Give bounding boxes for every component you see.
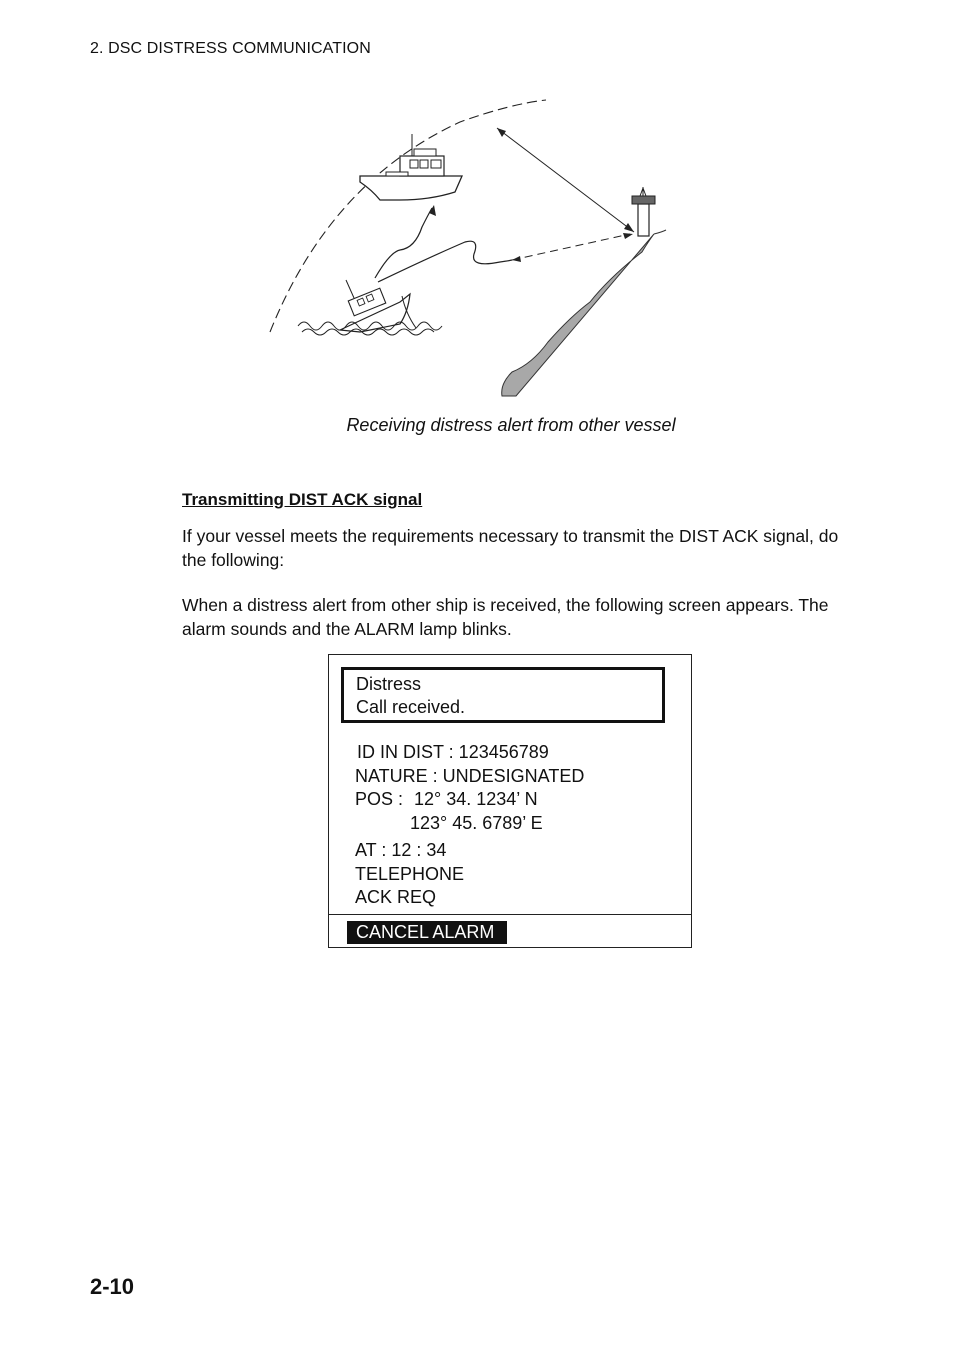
position-line xyxy=(355,788,584,812)
ack-req-line: ACK REQ xyxy=(355,887,437,907)
message-line-1: Distress xyxy=(356,674,422,694)
chapter-header: 2. DSC DISTRESS COMMUNICATION xyxy=(90,40,371,57)
id-in-dist: ID IN DIST : 123456789 xyxy=(357,742,549,762)
cancel-alarm-button[interactable]: CANCEL ALARM xyxy=(347,921,507,944)
screen-divider xyxy=(329,914,691,915)
section-heading: Transmitting DIST ACK signal xyxy=(182,490,423,509)
message-box xyxy=(341,667,665,723)
at-time: AT : 12 : 34 xyxy=(355,840,447,860)
coast-land xyxy=(502,234,654,396)
intro-paragraph: If your vessel meets the requirements necessary to transmit the DIST ACK signal, do the following: xyxy=(182,526,839,570)
pos-longitude: 123° 45. 6789’ E xyxy=(410,812,543,833)
distress-alert-illustration xyxy=(250,92,680,404)
page-number: 2-10 xyxy=(90,1274,135,1299)
coast-link-arrow xyxy=(497,128,634,232)
pos-label: POS : xyxy=(355,789,404,809)
call-details xyxy=(355,839,464,910)
alert-details xyxy=(355,741,584,835)
position-longitude-line xyxy=(355,812,584,836)
signal-to-station xyxy=(378,241,512,282)
telephone-line: TELEPHONE xyxy=(355,863,465,884)
receiving-ship-icon xyxy=(360,134,462,200)
coast-station-icon xyxy=(632,187,655,236)
nature-line: NATURE : UNDESIGNATED xyxy=(355,765,585,786)
alert-paragraph: When a distress alert from other ship is received, the following screen appears. The alarm sounds and the ALARM lamp blinks. xyxy=(182,595,829,639)
message-line-2: Call received. xyxy=(356,697,466,717)
pos-latitude: 12° 34. 1234’ N xyxy=(414,789,538,809)
dsc-alert-screen xyxy=(328,654,692,948)
signal-to-ship xyxy=(375,208,432,278)
figure-caption: Receiving distress alert from other vessel xyxy=(346,415,676,435)
